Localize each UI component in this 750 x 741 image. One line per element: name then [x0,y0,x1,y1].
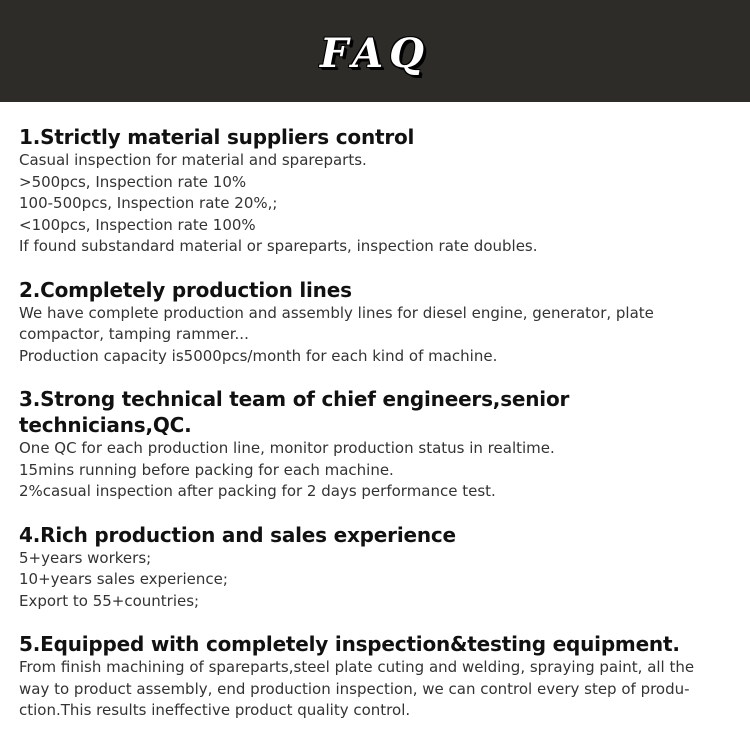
section-line: Production capacity is5000pcs/month for each kind of machine. [19,346,498,365]
faq-section-2 [19,277,734,368]
section-line: 100-500pcs, Inspection rate 20%,; [19,194,278,212]
section-line: way to product assembly, end production inspection, we can control every step of produ- [19,679,690,698]
section-line: <100pcs, Inspection rate 100% [19,215,256,234]
faq-content [19,124,734,741]
section-line: >500pcs, Inspection rate 10% [19,172,247,191]
section-line: 2%casual inspection after packing for 2 days performance test. [19,482,496,500]
section-line: If found substandard material or spareparts, inspection rate doubles. [19,237,538,255]
faq-banner [0,0,750,102]
section-line: One QC for each production line, monitor production status in realtime. [19,439,555,457]
faq-section-4 [19,522,734,613]
faq-section-1 [19,124,734,258]
section-line: From finish machining of spareparts,steel plate cuting and welding, spraying paint, all the [19,658,695,676]
section-heading: 3.Strong technical team of chief engineers,senior technicians,QC. [19,387,570,437]
section-line: compactor, tamping rammer... [19,325,249,343]
section-line: We have complete production and assembly lines for diesel engine, generator, plate [19,303,654,322]
section-line: 5+years workers; [19,548,152,567]
section-line: 10+years sales experience; [19,570,228,588]
section-line: Export to 55+countries; [19,591,200,610]
section-line: 15mins running before packing for each machine. [19,460,394,479]
page-title: FAQ [320,29,430,77]
section-heading: 1.Strictly material suppliers control [19,125,415,149]
section-line: ction.This results ineffective product quality control. [19,701,411,719]
section-line: Casual inspection for material and spareparts. [19,151,367,169]
faq-section-3 [19,386,734,503]
section-heading: 4.Rich production and sales experience [19,522,456,547]
faq-section-5 [19,631,734,722]
section-heading: 2.Completely production lines [19,277,352,302]
section-heading: 5.Equipped with completely inspection&testing equipment. [19,632,680,656]
